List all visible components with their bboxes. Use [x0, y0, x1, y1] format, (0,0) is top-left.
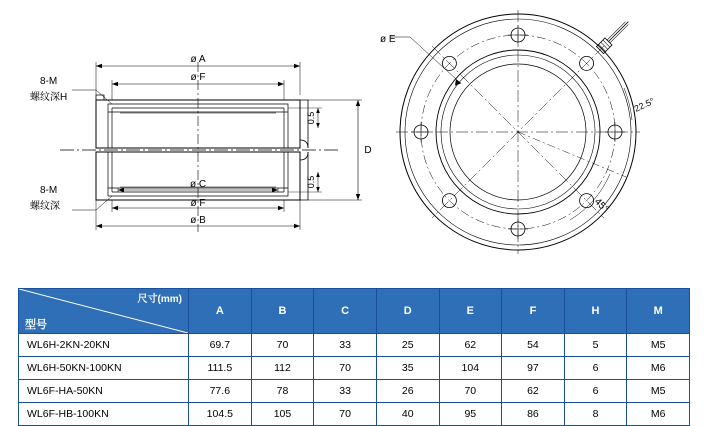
table-header-row	[19, 289, 690, 334]
table-row	[19, 334, 690, 357]
cell-a: 69.7	[188, 334, 251, 357]
label-angle-225: 22.5°	[632, 95, 656, 114]
table-row	[19, 357, 690, 380]
header-col-c: C	[314, 289, 377, 334]
header-col-h: H	[564, 289, 627, 334]
dimension-table	[18, 288, 690, 426]
label-dia-c: ø C	[189, 179, 207, 190]
cell-model: WL6F-HA-50KN	[19, 380, 189, 403]
cell-h: 8	[564, 403, 627, 426]
cell-c: 70	[314, 403, 377, 426]
label-d: D	[364, 145, 372, 156]
label-05-top: 0.5	[306, 111, 316, 125]
cell-e: 70	[439, 380, 502, 403]
cell-model: WL6F-HB-100KN	[19, 403, 189, 426]
table-head	[19, 289, 690, 334]
cell-h: 6	[564, 380, 627, 403]
table-row	[19, 403, 690, 426]
cell-model: WL6H-50KN-100KN	[19, 357, 189, 380]
cell-d: 25	[376, 334, 439, 357]
label-dia-f-bottom: ø F	[190, 198, 206, 209]
label-dia-a: ø A	[190, 54, 206, 65]
table-body	[19, 334, 690, 426]
cell-m: M5	[627, 380, 690, 403]
cell-c: 33	[314, 334, 377, 357]
header-model-label: 型号	[25, 319, 47, 331]
cell-e: 95	[439, 403, 502, 426]
header-col-f: F	[502, 289, 565, 334]
cell-a: 77.6	[188, 380, 251, 403]
header-col-d: D	[376, 289, 439, 334]
label-thread-top-depth: 螺纹深H	[30, 92, 68, 103]
cell-e: 62	[439, 334, 502, 357]
label-dia-f-top: ø F	[190, 72, 206, 83]
cell-m: M5	[627, 334, 690, 357]
cell-e: 104	[439, 357, 502, 380]
header-dim-label: 尺寸(mm)	[137, 294, 182, 305]
header-model-dim-corner	[19, 289, 189, 334]
cell-f: 54	[502, 334, 565, 357]
label-thread-top-count: 8-M	[40, 76, 58, 87]
header-col-a: A	[188, 289, 251, 334]
label-dia-b: ø B	[190, 215, 206, 226]
cell-a: 104.5	[188, 403, 251, 426]
label-thread-bottom-count: 8-M	[40, 185, 58, 196]
cell-m: M6	[627, 403, 690, 426]
cell-f: 62	[502, 380, 565, 403]
header-col-b: B	[251, 289, 314, 334]
cell-d: 26	[376, 380, 439, 403]
cell-f: 86	[502, 403, 565, 426]
cell-m: M6	[627, 357, 690, 380]
cell-a: 111.5	[188, 357, 251, 380]
header-col-m: M	[627, 289, 690, 334]
cell-c: 70	[314, 357, 377, 380]
cell-c: 33	[314, 380, 377, 403]
cell-b: 70	[251, 334, 314, 357]
cell-d: 40	[376, 403, 439, 426]
cell-h: 5	[564, 334, 627, 357]
cell-f: 97	[502, 357, 565, 380]
label-05-bottom: 0.5	[306, 175, 316, 189]
table-row	[19, 380, 690, 403]
cell-b: 78	[251, 380, 314, 403]
cell-d: 35	[376, 357, 439, 380]
label-dia-e: ø E	[380, 34, 396, 45]
cell-b: 112	[251, 357, 314, 380]
cell-h: 6	[564, 357, 627, 380]
cell-model: WL6H-2KN-20KN	[19, 334, 189, 357]
label-thread-bottom-depth: 螺纹深	[30, 201, 60, 212]
label-angle-45: 45°	[591, 196, 611, 215]
header-col-e: E	[439, 289, 502, 334]
cell-b: 105	[251, 403, 314, 426]
